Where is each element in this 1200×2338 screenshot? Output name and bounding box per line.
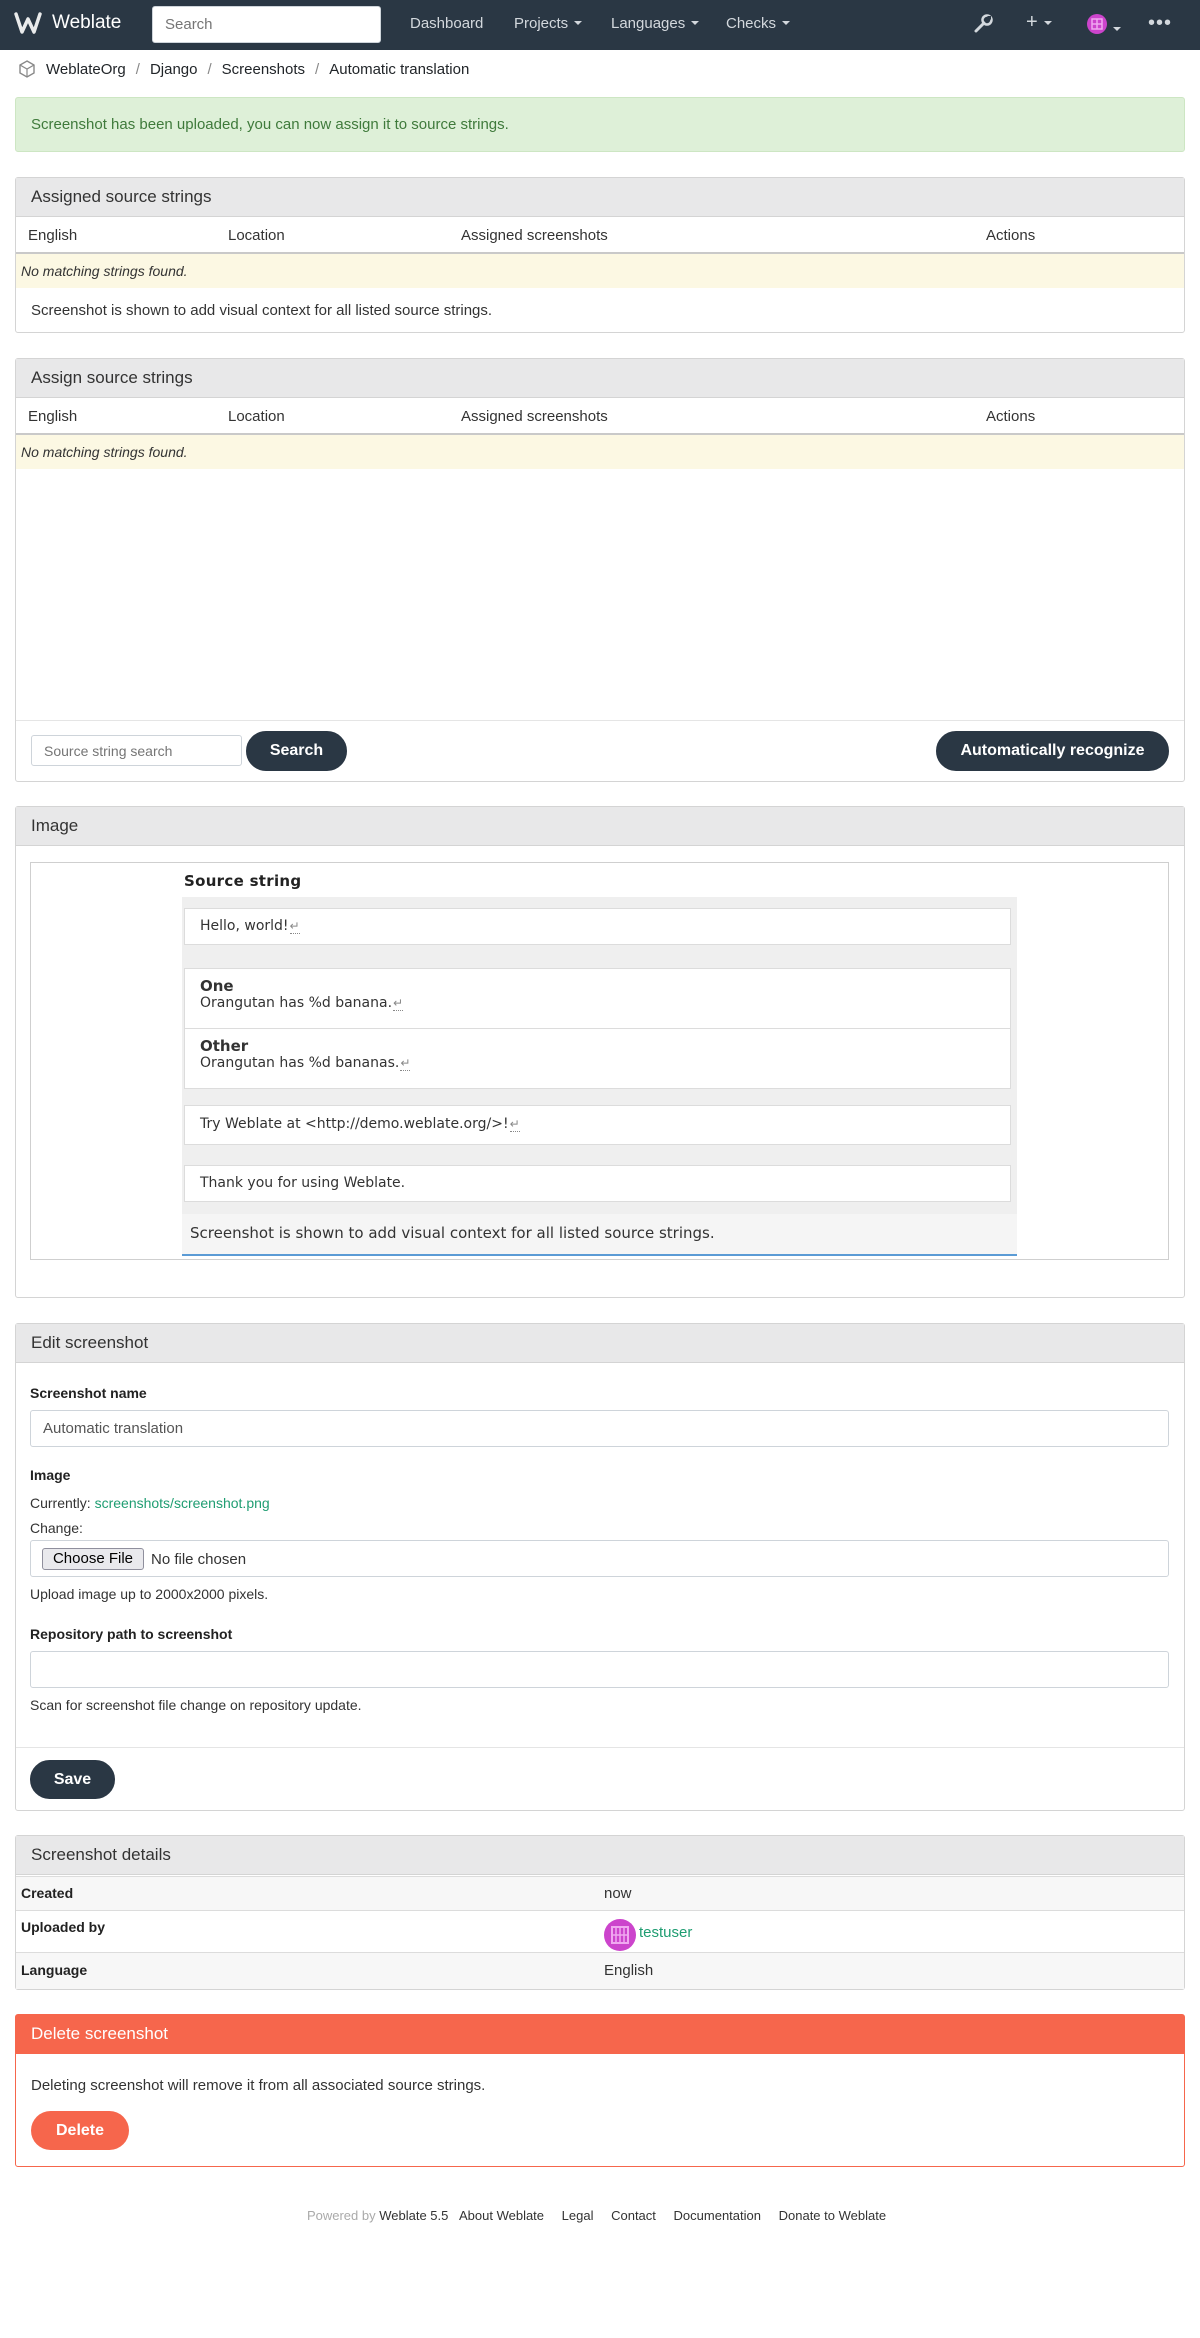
nav-languages-label: Languages [611, 15, 686, 32]
return-glyph: ↵ [393, 996, 404, 1010]
return-glyph: ↵ [289, 919, 300, 933]
nav-checks-label: Checks [726, 15, 777, 32]
user-menu[interactable] [1087, 14, 1121, 38]
more-icon[interactable]: ••• [1148, 12, 1173, 34]
assign-strings-panel [15, 358, 1185, 782]
delete-warning: Deleting screenshot will remove it from all associated source strings. [31, 2077, 486, 2094]
shot-plural-other [185, 1029, 1010, 1089]
nav-dashboard[interactable]: Dashboard [410, 15, 484, 32]
table-row [16, 1952, 1184, 1989]
change-label: Change: [30, 1520, 83, 1536]
delete-button[interactable]: Delete [31, 2111, 129, 2150]
footer-link-contact[interactable]: Contact [611, 2208, 656, 2223]
automatically-recognize-button[interactable]: Automatically recognize [936, 731, 1169, 771]
breadcrumb-separator: / [315, 60, 320, 78]
shot-string: Thank you for using Weblate. [200, 1175, 406, 1191]
chevron-down-icon [1044, 21, 1052, 25]
save-button[interactable]: Save [30, 1760, 115, 1799]
column-assigned-screenshots: Assigned screenshots [461, 408, 608, 425]
shot-plural-one [185, 969, 1010, 1029]
add-menu[interactable] [1026, 11, 1052, 34]
return-glyph: ↵ [400, 1056, 411, 1070]
chevron-down-icon [574, 21, 582, 25]
search-input[interactable] [152, 6, 381, 43]
column-actions: Actions [986, 227, 1036, 244]
repository-path-input[interactable] [30, 1651, 1169, 1688]
brand[interactable] [14, 11, 121, 35]
breadcrumb-separator: / [135, 60, 140, 78]
plural-label: One [200, 977, 234, 995]
footer-version-link[interactable]: Weblate 5.5 [379, 2208, 449, 2223]
wrench-icon[interactable] [972, 13, 994, 39]
shot-string: Orangutan has %d bananas. [200, 1055, 400, 1071]
detail-value: now [604, 1885, 632, 1902]
breadcrumb-current[interactable]: Automatic translation [329, 60, 470, 78]
shot-string-card [184, 1165, 1011, 1202]
current-file-link[interactable]: screenshots/screenshot.png [94, 1495, 270, 1511]
nav-languages[interactable] [611, 15, 699, 32]
weblate-logo-icon [14, 11, 42, 35]
column-assigned-screenshots: Assigned screenshots [461, 227, 608, 244]
chevron-down-icon [1113, 27, 1121, 31]
choose-file-button[interactable]: Choose File [42, 1548, 144, 1570]
panel-title: Edit screenshot [16, 1324, 1184, 1363]
nav-projects[interactable] [514, 15, 582, 32]
shot-string-card [184, 908, 1011, 945]
column-english: English [28, 408, 78, 425]
breadcrumb [18, 60, 469, 78]
chevron-down-icon [782, 21, 790, 25]
breadcrumb-screenshots[interactable]: Screenshots [221, 60, 306, 78]
screenshot-image [182, 872, 1017, 1257]
shot-string: Hello, world! [200, 918, 289, 934]
top-navbar [0, 0, 1200, 50]
panel-title: Delete screenshot [16, 2015, 1184, 2054]
image-label: Image [30, 1467, 71, 1483]
breadcrumb-component[interactable]: Django [149, 60, 198, 78]
footer-link-donate[interactable]: Donate to Weblate [778, 2208, 887, 2223]
footer [0, 2208, 1200, 2223]
repository-path-label: Repository path to screenshot [30, 1626, 233, 1642]
table-header [16, 399, 1184, 435]
footer-link-documentation[interactable]: Documentation [673, 2208, 761, 2223]
shot-string-card [184, 1105, 1011, 1145]
avatar [604, 1919, 636, 1955]
panel-title: Assigned source strings [16, 178, 1184, 217]
table-row [16, 1876, 1184, 1910]
table-row [16, 1910, 1184, 1952]
empty-state: No matching strings found. [16, 254, 1184, 288]
screenshot-name-input[interactable] [30, 1410, 1169, 1447]
nav-checks[interactable] [726, 15, 790, 32]
panel-title: Screenshot details [16, 1836, 1184, 1875]
delete-screenshot-panel [15, 2014, 1185, 2167]
nav-projects-label: Projects [514, 15, 569, 32]
detail-key: Uploaded by [21, 1919, 106, 1935]
repository-path-help: Scan for screenshot file change on repository update. [30, 1697, 362, 1713]
panel-title: Image [16, 807, 1184, 846]
shot-string: Try Weblate at <http://demo.weblate.org/>! [200, 1116, 509, 1132]
currently-row [30, 1495, 270, 1511]
assigned-strings-panel [15, 177, 1185, 333]
shot-heading: Source string [184, 872, 302, 890]
uploader-link[interactable]: testuser [639, 1924, 693, 1941]
help-text: Screenshot is shown to add visual context for all listed source strings. [31, 302, 493, 319]
footer-link-about[interactable]: About Weblate [458, 2208, 545, 2223]
divider [16, 720, 1184, 721]
shot-string: Orangutan has %d banana. [200, 995, 393, 1011]
shot-footer: Screenshot is shown to add visual context for all listed source strings. [182, 1214, 1017, 1256]
brand-name: Weblate [52, 12, 122, 33]
chevron-down-icon [691, 21, 699, 25]
breadcrumb-project[interactable]: WeblateOrg [46, 60, 126, 78]
breadcrumb-separator: / [207, 60, 212, 78]
column-actions: Actions [986, 408, 1036, 425]
upload-help: Upload image up to 2000x2000 pixels. [30, 1586, 269, 1602]
plural-label: Other [200, 1037, 249, 1055]
footer-link-legal[interactable]: Legal [561, 2208, 594, 2223]
source-string-search-input[interactable] [31, 735, 242, 766]
plus-icon: + [1026, 11, 1038, 33]
return-glyph: ↵ [509, 1117, 520, 1131]
column-location: Location [228, 408, 285, 425]
detail-key: Created [21, 1885, 74, 1901]
screenshot-name-label: Screenshot name [30, 1385, 147, 1401]
table-header [16, 218, 1184, 254]
shot-plural-card [184, 968, 1011, 1089]
panel-title: Assign source strings [16, 359, 1184, 398]
detail-value: English [604, 1962, 654, 1979]
avatar [1087, 14, 1107, 34]
search-button[interactable]: Search [246, 731, 347, 771]
column-location: Location [228, 227, 285, 244]
no-file-chosen-text: No file chosen [151, 1551, 247, 1568]
column-english: English [28, 227, 78, 244]
screenshot-details-panel [15, 1835, 1185, 1990]
powered-by-text: Powered by [306, 2208, 376, 2223]
divider [16, 1747, 1184, 1748]
success-alert: Screenshot has been uploaded, you can now assign it to source strings. [15, 97, 1185, 152]
currently-label: Currently: [30, 1495, 91, 1511]
project-icon [18, 60, 36, 78]
empty-state: No matching strings found. [16, 435, 1184, 469]
detail-key: Language [21, 1962, 88, 1978]
